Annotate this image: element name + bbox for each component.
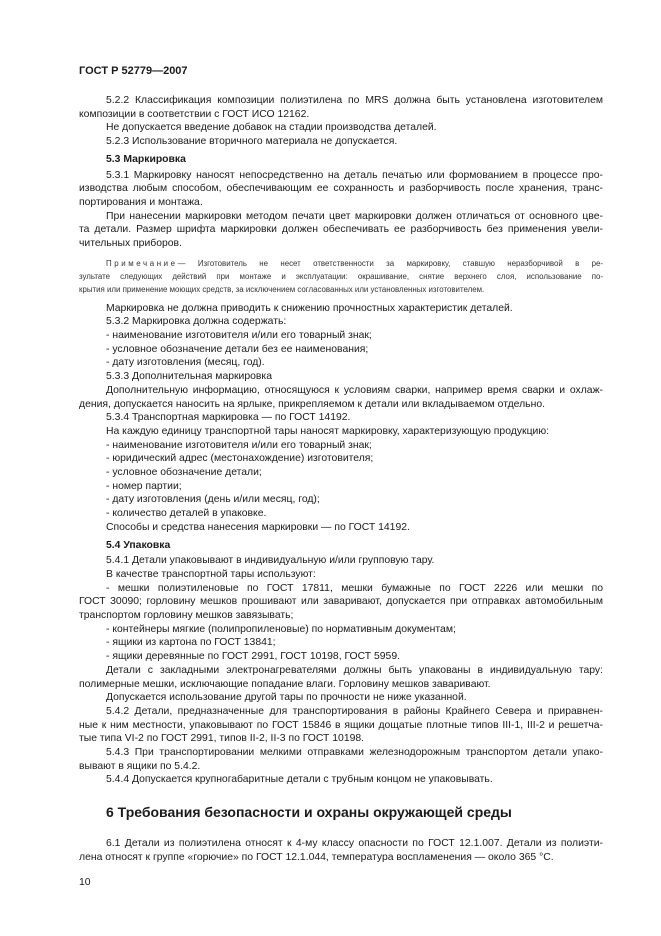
text-line: При нанесении маркировки методом печати цвет маркировки должен отличаться от основного цве- [106,210,603,222]
paragraph [79,664,603,691]
subsection-heading [79,153,603,167]
text-line: композиции в соответствии с ГОСТ ИСО 12162. [79,108,310,120]
paragraph [79,169,603,210]
paragraph [79,705,603,746]
text-line: 5.3.4 Транспортная маркировка — по ГОСТ 14192. [106,412,351,424]
text-line: ГОСТ 30090; горловину мешков прошивают или заваривают, допускается при отправках автомобильным [79,596,603,608]
paragraph [79,650,603,664]
text-line: В качестве транспортной тары используют: [106,569,316,580]
text-line: 5.3.3 Дополнительная маркировка [106,371,272,383]
text-line: изводства любым способом, обеспечивающим ее сохранность и разборчивость после хранения, транс- [79,183,603,195]
text-line: - дату изготовления (месяц, год). [106,357,265,369]
text-line: Способы и средства нанесения маркировки — по ГОСТ 14192. [106,521,410,533]
paragraph [79,507,603,521]
text-line: 5.4.4 Допускается крупногабаритные детали с трубным концом не упаковывать. [106,774,493,786]
note-label: Примечание [106,258,178,268]
paragraph [79,302,603,316]
text-line: 5.3.1 Маркировку наносят непосредственно на деталь печатью или формованием в процессе про- [106,169,603,181]
paragraph [79,135,603,149]
text-line: Маркировка не должна приводить к снижению прочностных характеристик деталей. [106,302,513,314]
paragraph [79,554,603,568]
paragraph [79,356,603,370]
text-line: вывают в ящики по 5.4.2. [79,760,201,772]
paragraph [79,439,603,453]
note [79,257,603,296]
page-number: 10 [79,877,91,888]
paragraph [79,452,603,466]
paragraph [79,370,603,384]
text-line: 5.3 Маркировка [106,153,186,165]
document-header: ГОСТ Р 52779—2007 [79,65,188,77]
text-line: транспортом горловину мешков завязывать; [79,610,294,622]
paragraph [79,425,603,439]
paragraph [79,582,603,623]
paragraph [79,521,603,535]
text-line: 5.4.3 При транспортировании мелкими отправками железнодорожным транспортом детали упако- [106,747,603,759]
text-line: На каждую единицу транспортной тары наносят маркировку, характеризующую продукцию: [106,425,550,437]
text-line: Не допускается введение добавок на стадии производства деталей. [106,122,437,134]
paragraph [79,411,603,425]
text-line: - количество деталей в упаковке. [106,508,267,520]
text-line: - наименование изготовителя и/или его товарный знак; [106,439,372,451]
paragraph [79,623,603,637]
text-line: дения, допускается наносить на ярлыке, прикрепляемом к детали или вкладываемом отдельно. [79,398,545,410]
paragraph [79,384,603,411]
paragraph [79,837,603,864]
text-line: чительных приборов. [79,237,182,249]
text-line: - наименование изготовителя и/или его товарный знак; [106,330,372,342]
text-line: - юридический адрес (местонахождение) изготовителя; [106,453,374,465]
text-line: - ящики деревянные по ГОСТ 2991, ГОСТ 10198, ГОСТ 5959. [106,651,401,663]
text-line: портирования и монтажа. [79,196,203,208]
text-line: 5.2.3 Использование вторичного материала не допускается. [106,136,398,148]
paragraph [79,329,603,343]
text-line: 6.1 Детали из полиэтилена относят к 4-му классу опасности по ГОСТ 12.1.007. Детали из полиэти- [106,838,603,850]
text-line: зультате следующих действий при монтаже и эксплуатации: окрашивание, снятие верхнего слоя, использование по- [79,271,603,281]
paragraph [79,315,603,329]
text-line: 6 Требования безопасности и охраны окружающей среды [106,804,512,821]
text-line: - условное обозначение детали без ее наименования; [106,343,369,355]
paragraph [79,343,603,357]
paragraph [79,480,603,494]
document-body [79,94,603,865]
text-line: - мешки полиэтиленовые по ГОСТ 17811, мешки бумажные по ГОСТ 2226 или мешки по [106,582,603,594]
paragraph [79,568,603,582]
text-line: 5.4.1 Детали упаковывают в индивидуальную и/или групповую тару. [106,555,435,567]
text-line: Дополнительную информацию, относящуюся к условиям сварки, например время сварки и охлаж- [106,384,603,396]
paragraph [79,121,603,135]
text-line: - ящики из картона по ГОСТ 13841; [106,637,276,649]
text-line: - условное обозначение детали; [106,467,262,479]
text-line: тые типа VI-2 по ГОСТ 2991, типов II-2, II-3 по ГОСТ 10198. [79,733,365,745]
text-line: - дату изготовления (день и/или месяц, год); [106,494,320,506]
text-line: 5.3.2 Маркировка должна содержать: [106,316,287,328]
text-line: лена относят к группе «горючие» по ГОСТ 12.1.044, температура воспламенения — около 365 °С. [79,851,554,863]
text-line: - контейнеры мягкие (полипропиленовые) по нормативным документам; [106,623,456,635]
paragraph [79,94,603,121]
paragraph [79,773,603,787]
paragraph [79,466,603,480]
text-line: 5.4.2 Детали, предназначенные для транспортирования в районы Крайнего Севера и приравнен- [106,705,603,717]
text-line: 5.2.2 Классификация композиции полиэтилена по MRS должна быть установлена изготовителем [106,95,603,106]
text-line: 5.4 Упаковка [106,539,171,551]
text-line: та детали. Размер шрифта маркировки должен обеспечивать ее разборчивость без применения увели- [79,224,603,236]
text-line: полимерные мешки, исключающие попадание влаги. Горловину мешков заваривают. [79,678,491,690]
text-line: - номер партии; [106,480,182,492]
paragraph [79,636,603,650]
text-line: крытия или применение моющих средств, за исключением согласованных или установленных изготовителем. [79,284,485,294]
text-line: ные к ним местности, упаковывают по ГОСТ 15846 в ящики дощатые плотные типов III-1, III-2 и решетча- [79,719,603,731]
section-heading [79,803,603,821]
text-line: Детали с закладными электронагревателями должны быть упакованы в индивидуальную тару: [106,664,603,676]
paragraph [79,746,603,773]
paragraph [79,691,603,705]
paragraph [79,493,603,507]
note-text: — Изготовитель не несет ответственности за маркировку, ставшую неразборчивой в ре- [177,258,603,268]
paragraph [79,210,603,251]
text-line: Допускается использование другой тары по прочности не ниже указанной. [106,692,467,704]
text-line [79,257,603,270]
subsection-heading [79,539,603,553]
